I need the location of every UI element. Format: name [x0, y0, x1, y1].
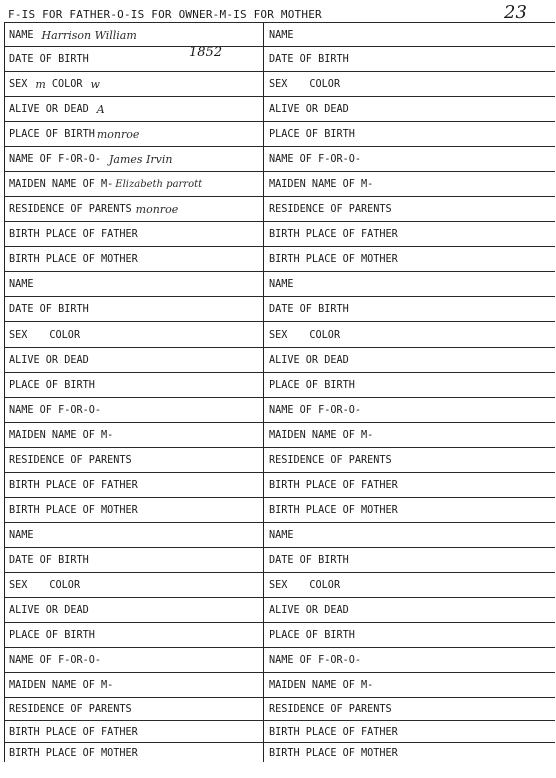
table-row	[5, 121, 555, 147]
sex-label: SEX	[9, 329, 28, 341]
name-of-f-or-o-cell	[9, 147, 259, 172]
color-label: COLOR	[309, 329, 341, 341]
residence-of-parents-label: RESIDENCE OF PARENTS	[269, 704, 392, 715]
sex-color-cell	[9, 322, 259, 348]
residence-of-parents-label: RESIDENCE OF PARENTS	[9, 204, 132, 215]
name-of-f-or-o-label: NAME OF F-OR-O-	[9, 405, 102, 416]
name-label: NAME	[9, 530, 34, 541]
place-of-birth-cell	[9, 373, 259, 398]
place-of-birth-label: PLACE OF BIRTH	[269, 129, 355, 140]
birth-place-of-father-label: BIRTH PLACE OF FATHER	[269, 726, 398, 738]
table-row	[5, 697, 555, 721]
birth-place-of-father-label: BIRTH PLACE OF FATHER	[9, 480, 138, 491]
handwritten-name: Harrison William	[41, 28, 137, 42]
birth-place-of-mother-cell	[9, 247, 259, 272]
date-of-birth-cell	[9, 548, 259, 573]
table-row	[5, 271, 555, 297]
birth-place-of-father-cell	[9, 721, 259, 743]
sex-color-cell	[9, 72, 259, 97]
table-row	[5, 321, 555, 348]
table-row	[5, 422, 555, 448]
name-cell	[269, 523, 551, 548]
maiden-name-of-m-label: MAIDEN NAME OF M-	[9, 430, 114, 441]
page-number: 23	[504, 2, 527, 23]
maiden-name-of-m-cell	[269, 423, 551, 448]
residence-of-parents-label: RESIDENCE OF PARENTS	[9, 704, 132, 715]
date-of-birth-cell	[269, 47, 551, 72]
place-of-birth-label: PLACE OF BIRTH	[269, 630, 355, 641]
birth-place-of-mother-label: BIRTH PLACE OF MOTHER	[9, 505, 138, 516]
maiden-name-of-m-label: MAIDEN NAME OF M-	[269, 179, 374, 190]
place-of-birth-cell	[9, 623, 259, 648]
date-of-birth-cell	[269, 548, 551, 573]
table-row	[5, 296, 555, 322]
handwritten-alive-or-dead: A	[96, 103, 105, 116]
sex-label: SEX	[9, 580, 28, 591]
place-of-birth-label: PLACE OF BIRTH	[9, 129, 95, 140]
table-row	[5, 547, 555, 573]
alive-or-dead-cell	[269, 348, 551, 373]
table-row	[5, 71, 555, 97]
maiden-name-of-m-label: MAIDEN NAME OF M-	[9, 680, 114, 691]
name-of-f-or-o-cell	[269, 147, 551, 172]
table-row	[5, 622, 555, 648]
table-row	[5, 647, 555, 673]
date-of-birth-label: DATE OF BIRTH	[269, 54, 349, 65]
color-label: COLOR	[51, 79, 83, 90]
maiden-name-of-m-cell	[269, 673, 551, 698]
birth-place-of-mother-label: BIRTH PLACE OF MOTHER	[9, 747, 138, 759]
birth-place-of-father-cell	[9, 473, 259, 498]
date-of-birth-label: DATE OF BIRTH	[9, 304, 89, 315]
birth-place-of-mother-label: BIRTH PLACE OF MOTHER	[269, 747, 398, 759]
birth-place-of-mother-label: BIRTH PLACE OF MOTHER	[269, 505, 398, 516]
alive-or-dead-label: ALIVE OR DEAD	[269, 355, 349, 366]
birth-place-of-father-label: BIRTH PLACE OF FATHER	[9, 229, 138, 240]
sex-label: SEX	[269, 329, 288, 341]
maiden-name-of-m-cell	[9, 172, 259, 197]
residence-of-parents-cell	[269, 448, 551, 473]
handwritten-residence-of-parents: monroe	[135, 203, 179, 216]
table-row	[5, 597, 555, 623]
sex-label: SEX	[9, 79, 28, 90]
maiden-name-of-m-label: MAIDEN NAME OF M-	[269, 680, 374, 691]
maiden-name-of-m-label: MAIDEN NAME OF M-	[269, 430, 374, 441]
name-label: NAME	[269, 279, 294, 290]
table-row	[5, 522, 555, 548]
name-of-f-or-o-cell	[9, 398, 259, 423]
alive-or-dead-cell	[269, 598, 551, 623]
place-of-birth-cell	[269, 623, 551, 648]
alive-or-dead-label: ALIVE OR DEAD	[269, 605, 349, 616]
table-row	[5, 46, 555, 72]
form-header: F-IS FOR FATHER-O-IS FOR OWNER-M-IS FOR MOTHER	[8, 8, 322, 21]
place-of-birth-cell	[9, 122, 259, 147]
name-label: NAME	[9, 279, 34, 290]
table-row	[5, 246, 555, 272]
maiden-name-of-m-cell	[9, 673, 259, 698]
birth-place-of-mother-label: BIRTH PLACE OF MOTHER	[269, 254, 398, 265]
table-row	[5, 472, 555, 498]
name-label: NAME	[269, 29, 294, 41]
table-row	[5, 22, 555, 47]
sex-color-cell	[269, 573, 551, 598]
name-cell	[9, 23, 259, 47]
residence-of-parents-label: RESIDENCE OF PARENTS	[269, 455, 392, 466]
date-of-birth-label: DATE OF BIRTH	[269, 555, 349, 566]
maiden-name-of-m-cell	[269, 172, 551, 197]
handwritten-date-of-birth: 1852	[189, 47, 223, 60]
place-of-birth-label: PLACE OF BIRTH	[9, 380, 95, 391]
table-row	[5, 146, 555, 172]
residence-of-parents-cell	[269, 698, 551, 721]
residence-of-parents-cell	[9, 197, 259, 222]
name-of-f-or-o-label: NAME OF F-OR-O-	[9, 655, 102, 666]
alive-or-dead-label: ALIVE OR DEAD	[9, 104, 89, 115]
birth-place-of-mother-cell	[269, 743, 551, 763]
table-row	[5, 672, 555, 698]
name-cell	[9, 272, 259, 297]
name-of-f-or-o-label: NAME OF F-OR-O-	[269, 405, 362, 416]
birth-place-of-father-label: BIRTH PLACE OF FATHER	[269, 229, 398, 240]
table-row	[5, 447, 555, 473]
birth-place-of-father-cell	[269, 721, 551, 743]
handwritten-maiden-name-of-m: Elizabeth parrott	[115, 179, 203, 190]
handwritten-place-of-birth: monroe	[96, 128, 140, 141]
name-of-f-or-o-label: NAME OF F-OR-O-	[9, 154, 102, 165]
handwritten-sex: m	[35, 78, 46, 91]
place-of-birth-label: PLACE OF BIRTH	[9, 630, 95, 641]
date-of-birth-cell	[269, 297, 551, 322]
sex-color-cell	[269, 322, 551, 348]
sex-label: SEX	[269, 580, 288, 591]
maiden-name-of-m-label: MAIDEN NAME OF M-	[9, 179, 114, 190]
birth-place-of-mother-label: BIRTH PLACE OF MOTHER	[9, 254, 138, 265]
date-of-birth-label: DATE OF BIRTH	[9, 555, 89, 566]
birth-place-of-mother-cell	[269, 498, 551, 523]
date-of-birth-cell	[9, 297, 259, 322]
maiden-name-of-m-cell	[9, 423, 259, 448]
date-of-birth-label: DATE OF BIRTH	[269, 304, 349, 315]
alive-or-dead-label: ALIVE OR DEAD	[269, 104, 349, 115]
sex-color-cell	[9, 573, 259, 598]
name-of-f-or-o-label: NAME OF F-OR-O-	[269, 655, 362, 666]
color-label: COLOR	[309, 79, 341, 90]
birth-place-of-father-cell	[9, 222, 259, 247]
alive-or-dead-label: ALIVE OR DEAD	[9, 605, 89, 616]
table-row	[5, 720, 555, 743]
handwritten-name-of-f-or-o: James Irvin	[109, 153, 173, 166]
residence-of-parents-cell	[9, 698, 259, 721]
alive-or-dead-label: ALIVE OR DEAD	[9, 355, 89, 366]
table-row	[5, 96, 555, 122]
birth-place-of-mother-cell	[9, 498, 259, 523]
table-row	[5, 497, 555, 523]
birth-place-of-mother-cell	[269, 247, 551, 272]
table-row	[5, 347, 555, 373]
sex-color-cell	[269, 72, 551, 97]
table-row	[5, 221, 555, 247]
table-row	[5, 196, 555, 222]
residence-of-parents-cell	[9, 448, 259, 473]
name-cell	[9, 523, 259, 548]
residence-of-parents-label: RESIDENCE OF PARENTS	[269, 204, 392, 215]
place-of-birth-label: PLACE OF BIRTH	[269, 380, 355, 391]
handwritten-color: w	[90, 78, 100, 91]
name-cell	[269, 272, 551, 297]
birth-place-of-father-cell	[269, 222, 551, 247]
color-label: COLOR	[49, 329, 81, 341]
color-label: COLOR	[49, 580, 81, 591]
color-label: COLOR	[309, 580, 341, 591]
name-of-f-or-o-cell	[9, 648, 259, 673]
place-of-birth-cell	[269, 373, 551, 398]
record-table	[4, 22, 555, 762]
birth-place-of-father-cell	[269, 473, 551, 498]
name-of-f-or-o-cell	[269, 398, 551, 423]
alive-or-dead-cell	[269, 97, 551, 122]
table-row	[5, 171, 555, 197]
alive-or-dead-cell	[9, 348, 259, 373]
residence-of-parents-label: RESIDENCE OF PARENTS	[9, 455, 132, 466]
date-of-birth-cell	[9, 47, 259, 72]
name-of-f-or-o-label: NAME OF F-OR-O-	[269, 154, 362, 165]
table-row	[5, 572, 555, 598]
birth-place-of-father-label: BIRTH PLACE OF FATHER	[269, 480, 398, 491]
table-row	[5, 372, 555, 398]
name-label: NAME	[9, 29, 34, 41]
birth-place-of-father-label: BIRTH PLACE OF FATHER	[9, 726, 138, 738]
date-of-birth-label: DATE OF BIRTH	[9, 54, 89, 65]
table-row	[5, 397, 555, 423]
name-of-f-or-o-cell	[269, 648, 551, 673]
residence-of-parents-cell	[269, 197, 551, 222]
birth-place-of-mother-cell	[9, 743, 259, 763]
table-row	[5, 742, 555, 763]
alive-or-dead-cell	[9, 97, 259, 122]
place-of-birth-cell	[269, 122, 551, 147]
alive-or-dead-cell	[9, 598, 259, 623]
name-label: NAME	[269, 530, 294, 541]
sex-label: SEX	[269, 79, 288, 90]
name-cell	[269, 23, 551, 47]
